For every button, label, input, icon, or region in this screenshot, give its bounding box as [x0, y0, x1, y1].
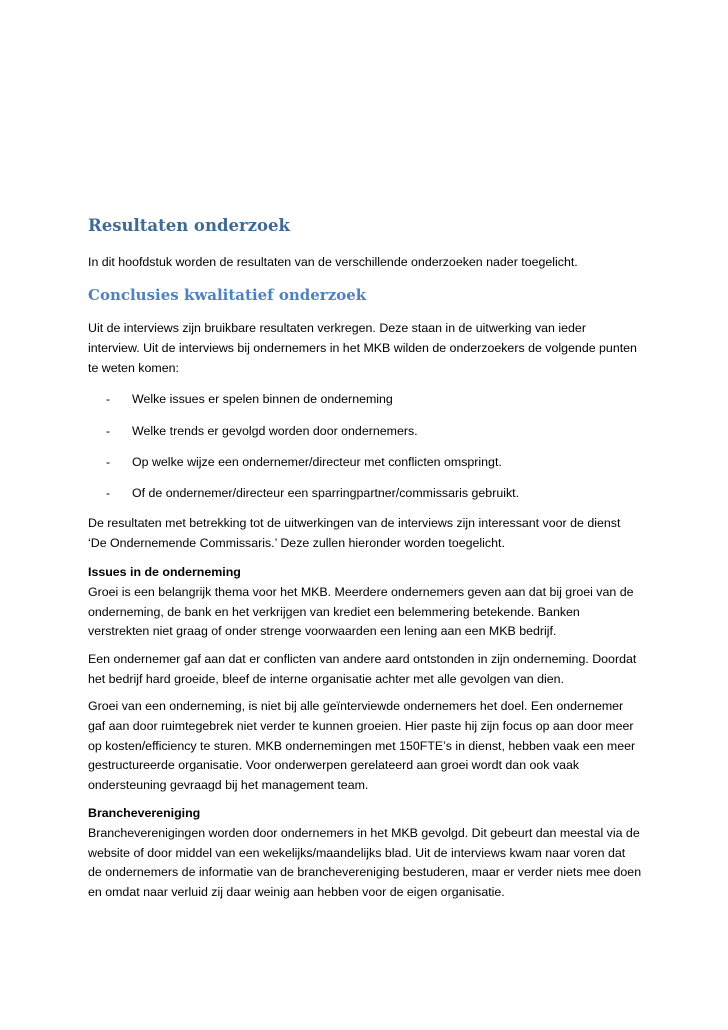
issues-title: Issues in de onderneming	[88, 565, 241, 579]
text-line: ‘De Ondernemende Commissaris.’ Deze zullen hieronder worden toegelicht.	[88, 535, 505, 550]
text-line: gaf aan door ruimtegebrek niet verder te kunnen groeien. Hier paste hij zijn focus op aan door meer	[88, 718, 634, 733]
subsection-heading: Conclusies kwalitatief onderzoek	[88, 286, 367, 304]
text-line: Groei is een belangrijk thema voor het MKB. Meerdere ondernemers geven aan dat bij groei van de	[88, 584, 634, 599]
text-line: op kosten/efficiency te sturen. MKB ondernemingen met 150FTE’s in dienst, hebben vaak een meer	[88, 738, 636, 753]
bullet-dash: -	[106, 486, 111, 500]
paragraph-conflicts	[88, 650, 648, 690]
bullet-dash: -	[106, 424, 111, 438]
bullet-text: Of de ondernemer/directeur een sparringpartner/commissaris gebruikt.	[132, 486, 520, 500]
text-line: de ondernemers de informatie van de branchevereniging bestuderen, maar er verder niets mee doen	[88, 865, 642, 880]
text-line: De resultaten met betrekking tot de uitwerkingen van de interviews zijn interessant voor de dienst	[88, 516, 621, 530]
paragraph-issues	[88, 563, 648, 642]
paragraph-branche	[88, 804, 648, 903]
text-line: ondersteuning gevraagd bij het management team.	[88, 778, 369, 793]
intro-paragraph: In dit hoofdstuk worden de resultaten van de verschillende onderzoeken nader toegelicht.	[88, 255, 578, 269]
text-line: onderneming, de bank en het verkrijgen van krediet een belemmering betekende. Banken	[88, 604, 580, 619]
text-line: Uit de interviews zijn bruikbare resultaten verkregen. Deze staan in de uitwerking van ieder	[88, 321, 586, 335]
text-line: website of door middel van een wekelijks/maandelijks blad. Uit de interviews kwam naar voren dat	[88, 845, 626, 860]
text-line: Een ondernemer gaf aan dat er conflicten van andere aard ontstonden in zijn onderneming. Doordat	[88, 652, 637, 666]
text-line: Groei van een onderneming, is niet bij alle geïnterviewde ondernemers het doel. Een ondernemer	[88, 699, 624, 713]
text-line: gestructureerde organisatie. Voor onderwerpen gerelateerd aan groei wordt dan ook vaak	[88, 758, 580, 773]
branche-title: Branchevereniging	[88, 806, 201, 820]
paragraph-growth	[88, 697, 648, 796]
text-line: en omdat naar verluid zij daar weinig aan hebben voor de eigen organisatie.	[88, 885, 505, 900]
text-line: te weten komen:	[88, 360, 179, 375]
bullet-dash: -	[106, 455, 111, 469]
paragraph-interviews	[88, 319, 648, 378]
bullet-text: Welke trends er gevolgd worden door ondernemers.	[132, 424, 418, 438]
paragraph-results	[88, 514, 648, 554]
bullet-dash: -	[106, 392, 111, 406]
text-line: het bedrijf hard groeide, bleef de interne organisatie achter met alle gevolgen van dien.	[88, 671, 564, 686]
text-line: interview. Uit de interviews bij ondernemers in het MKB wilden de onderzoekers de volgende punten	[88, 340, 637, 355]
bullet-text: Welke issues er spelen binnen de onderneming	[132, 392, 393, 406]
section-heading: Resultaten onderzoek	[88, 216, 290, 235]
text-line: Brancheverenigingen worden door ondernemers in het MKB gevolgd. Dit gebeurt dan meestal via de	[88, 825, 640, 840]
text-line: verstrekten niet graag of onder strenge voorwaarden een lening aan een MKB bedrijf.	[88, 624, 557, 639]
bullet-text: Op welke wijze een ondernemer/directeur met conflicten omspringt.	[132, 455, 502, 469]
